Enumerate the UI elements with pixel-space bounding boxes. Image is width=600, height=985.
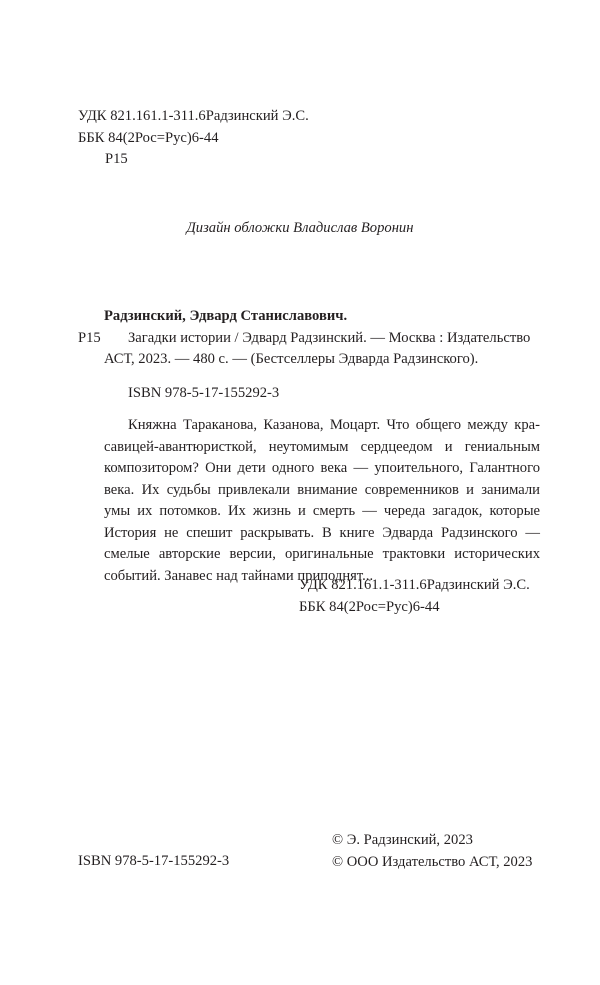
- book-abstract: [104, 415, 540, 587]
- abstract-line: савицей-авантюристкой, неутомимым сердцеедом и гениальным: [104, 438, 540, 455]
- udk-code: УДК 821.161.1-311.6Радзинский Э.С.: [78, 108, 309, 124]
- abstract-line: умы их потомков. Их жизнь и смерть — череда загадок, которые: [104, 503, 540, 519]
- abstract-line: событий. Занавес над тайнами приподнят...: [104, 567, 374, 584]
- abstract-line: История не спешит раскрывать. В книге Эдварда Радзинского —: [104, 524, 540, 541]
- abstract-line: Княжна Тараканова, Казанова, Моцарт. Что общего между кра-: [128, 417, 540, 433]
- cover-designer-credit: Дизайн обложки Владислав Воронин: [186, 220, 414, 236]
- author-sign: Р15: [105, 151, 128, 167]
- copyright-block: [332, 830, 532, 873]
- isbn-bottom: ISBN 978-5-17-155292-3: [78, 853, 230, 869]
- catalog-author-heading: Радзинский, Эдвард Станиславович.: [104, 308, 348, 324]
- catalog-isbn: ISBN 978-5-17-155292-3: [128, 385, 280, 401]
- catalog-description-line: АСТ, 2023. — 480 с. — (Бестселлеры Эдварда Радзинского).: [104, 351, 479, 367]
- abstract-line: композитором? Они дети одного века — упоительного, Галантного: [104, 460, 540, 476]
- copyright-publisher: © ООО Издательство АСТ, 2023: [332, 853, 533, 870]
- udk-code: УДК 821.161.1-311.6Радзинский Э.С.: [299, 577, 530, 593]
- bbk-code: ББК 84(2Рос=Рус)6-44: [299, 598, 440, 615]
- bbk-code: ББК 84(2Рос=Рус)6-44: [78, 129, 219, 146]
- abstract-line: века. Их судьбы привлекали внимание современников и занимали: [104, 481, 540, 498]
- catalog-author-sign: Р15: [78, 330, 101, 346]
- copyright-author: © Э. Радзинский, 2023: [332, 832, 473, 848]
- classification-block-bottom: [299, 575, 530, 618]
- classification-block-top: [78, 106, 309, 171]
- abstract-line: смелые авторские версии, оригинальные трактовки исторических: [104, 546, 540, 562]
- catalog-description-line: Загадки истории / Эдвард Радзинский. — Москва : Издательство: [128, 329, 531, 346]
- catalog-card: [104, 306, 540, 371]
